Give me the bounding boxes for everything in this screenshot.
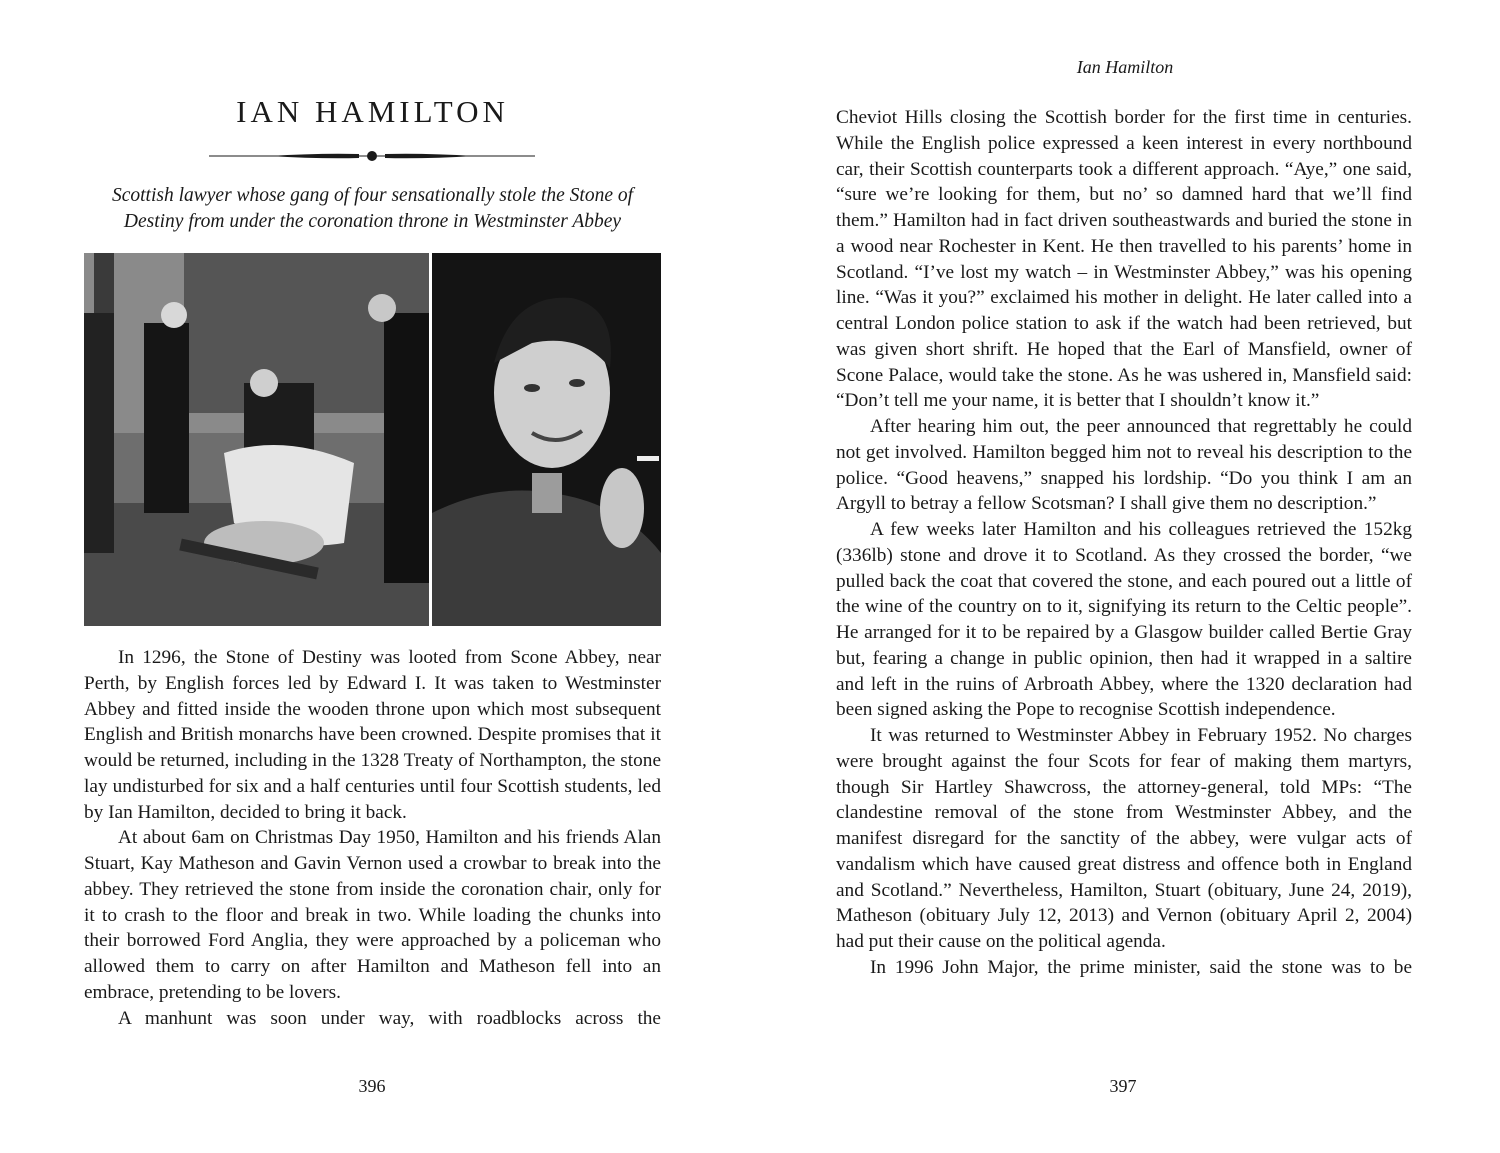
title-ornament <box>209 147 535 165</box>
photo-ian-hamilton-portrait <box>432 253 661 626</box>
paragraph: In 1296, the Stone of Destiny was looted from Scone Abbey, near Perth, by English forces led by Edward I. It was taken to Westminster Abbey and fitted inside the wooden throne upon which most subsequent English and British monarchs have been crowned. Despite promises that it would be returned, including in the 1328 Treaty of Northampton, the stone lay undisturbed for six and a half centuries until four Scottish students, led by Ian Hamilton, decided to bring it back. <box>84 647 661 823</box>
right-body-text <box>836 105 1412 981</box>
photo-police-with-stone <box>84 253 429 626</box>
paragraph: Cheviot Hills closing the Scottish border for the first time in centuries. While the English police expressed a keen interest in every northbound car, their Scottish counterparts took a different approach. “Aye,” one said, “sure we’re looking for them, but no’ so damned hard that we’ll find them.” Hamilton had in fact driven southeastwards and buried the stone in a wood near Rochester in Kent. He then travelled to his parents’ home in Scotland. “I’ve lost my watch – in Westminster Abbey,” was his opening line. “Was it you?” exclaimed his mother in delight. He later called into a central London police station to ask if the watch had been retrieved, but was given short shrift. He hoped that the Earl of Mansfield, owner of Scone Palace, would take the stone. As he was ushered in, Mansfield said: “Don’t tell me your name, it is better that I shouldn’t know it.” <box>836 107 1412 412</box>
page-number: 396 <box>358 1076 386 1096</box>
running-head: Ian Hamilton <box>1076 57 1174 77</box>
subtitle-line-2: Destiny from under the coronation throne in Westminster Abbey <box>123 211 622 232</box>
paragraph: At about 6am on Christmas Day 1950, Hamilton and his friends Alan Stuart, Kay Matheson and Gavin Vernon used a crowbar to break into the abbey. They retrieved the stone from inside the coronation chair, only for it to crash to the floor and break in two. While loading the chunks into their borrowed Ford Anglia, they were approached by a policeman who allowed them to carry on after Hamilton and Matheson fell into an embrace, pretending to be lovers. <box>84 827 661 1003</box>
chapter-title: IAN HAMILTON <box>236 94 509 129</box>
subtitle-line-1: Scottish lawyer whose gang of four sensationally stole the Stone of <box>111 185 634 206</box>
paragraph: A manhunt was soon under way, with roadblocks across the <box>118 1007 661 1029</box>
paragraph: It was returned to Westminster Abbey in February 1952. No charges were brought against the four Scots for fear of making them martyrs, though Sir Hartley Shawcross, the attorney-general, told MPs: “The clandestine removal of the stone from Westminster Abbey, and the manifest disregard for the sanctity of the abbey, were vulgar acts of vandalism which have caused great distress and offence both in England and Scotland.” Nevertheless, Hamilton, Stuart (obituary, June 24, 2019), Matheson (obituary July 12, 2013) and Vernon (obituary April 2, 2004) had put their cause on the political agenda. <box>836 725 1412 952</box>
page-number: 397 <box>1109 1076 1137 1096</box>
right-page <box>750 0 1500 1153</box>
paragraph: In 1996 John Major, the prime minister, said the stone was to be <box>870 956 1412 978</box>
paragraph: A few weeks later Hamilton and his colleagues retrieved the 152kg (336lb) stone and drove it to Scotland. As they crossed the border, “we pulled back the coat that covered the stone, and each poured out a little of the wine of the country on to it, signifying its return to the Celtic people”. He arranged for it to be repaired by a Glasgow builder called Bertie Gray but, fearing a change in public opinion, then had it wrapped in a saltire and left in the ruins of Arbroath Abbey, where the 1320 declaration had been signed asking the Pope to recognise Scottish independence. <box>836 519 1412 721</box>
left-body-text <box>84 645 661 1031</box>
chapter-subtitle <box>84 183 661 235</box>
paragraph: After hearing him out, the peer announced that regrettably he could not get involved. Hamilton begged him not to reveal his description to the police. “Good heavens,” snapped his lordship. “Do you think I am an Argyll to betray a fellow Scotsman? I shall give them no description.” <box>836 416 1412 515</box>
